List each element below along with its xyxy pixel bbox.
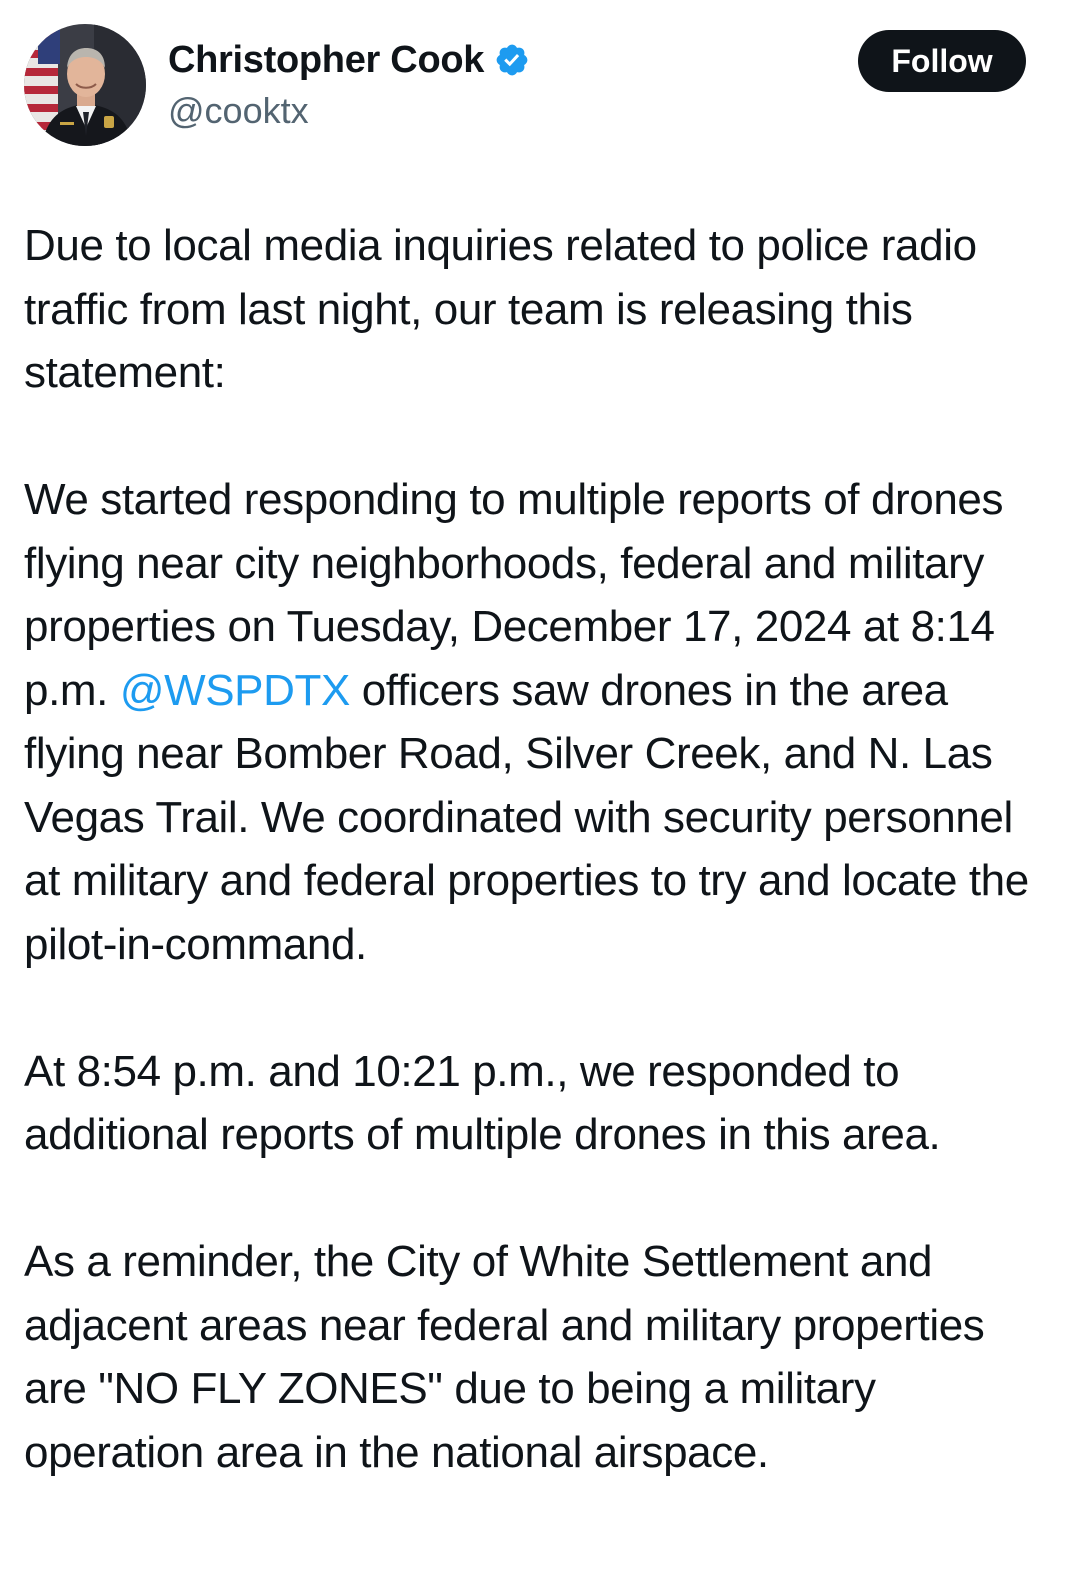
display-name[interactable]: Christopher Cook	[168, 38, 485, 81]
name-row	[168, 36, 530, 84]
post-text-segment: We started responding to multiple reports of drones flying near city neighborhoods, federal and military properties on Tuesday, December 17, 2024 at 8:14 p.m.	[24, 475, 1004, 715]
post-text-segment: officers saw drones in the area flying near Bomber Road, Silver Creek, and N. Las Vegas Trail. We coordinated with security personnel at military and federal properties to try and locate the pilot-in-command.	[24, 665, 1029, 969]
verified-badge-icon[interactable]	[494, 42, 530, 78]
post-text	[24, 214, 1044, 1548]
post-paragraph-1: Due to local media inquiries related to police radio traffic from last night, our team is releasing this statement:	[24, 221, 977, 397]
post-paragraph-2	[24, 468, 1044, 976]
post-paragraph-4: As a reminder, the City of White Settlement and adjacent areas near federal and military properties are "NO FLY ZONES" due to being a military operation area in the national airspace.	[24, 1237, 985, 1477]
follow-button[interactable]: Follow	[858, 30, 1026, 92]
post-paragraph-3: At 8:54 p.m. and 10:21 p.m., we responded to additional reports of multiple drones in this area.	[24, 1046, 941, 1159]
handle[interactable]: @cooktx	[168, 90, 309, 131]
avatar[interactable]	[24, 24, 146, 146]
author-block	[168, 36, 530, 132]
profile-photo-icon	[24, 24, 146, 146]
post-header	[24, 24, 1026, 148]
mention-link[interactable]: @WSPDTX	[119, 665, 350, 715]
